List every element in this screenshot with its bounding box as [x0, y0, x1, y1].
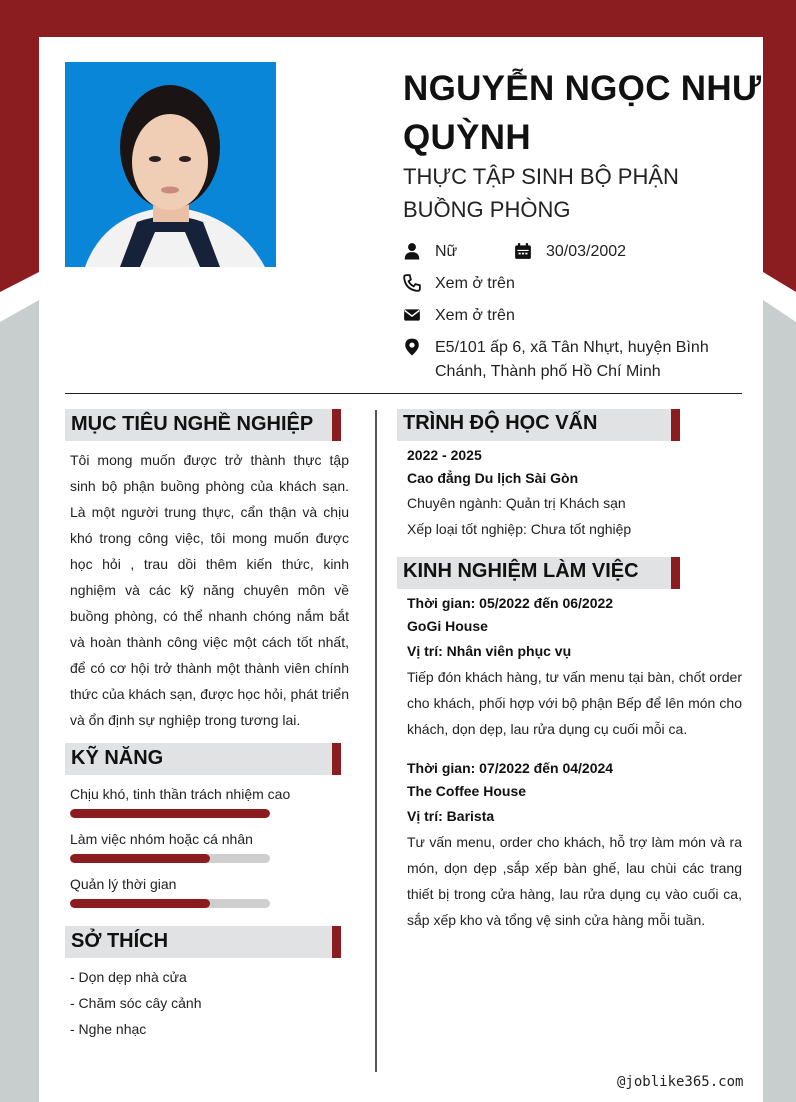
experience-heading-text: KINH NGHIỆM LÀM VIỆC: [403, 560, 639, 582]
job-time: Thời gian: 07/2022 đến 04/2024: [407, 760, 614, 776]
job-position: Vị trí: Barista: [407, 808, 495, 824]
job-description: Tiếp đón khách hàng, tư vấn menu tại bàn, chốt order cho khách, phối hợp với bộ phận Bếp để lên món cho khách, dọn dẹp, lau rửa dụng cụ cuối mỗi ca.: [407, 669, 742, 737]
skills-heading: [65, 743, 341, 775]
experience-heading: [397, 557, 680, 589]
job-company: GoGi House: [407, 618, 488, 634]
calendar-icon: [514, 242, 532, 260]
phone-value: Xem ở trên: [435, 275, 515, 292]
watermark: @joblike365.com: [617, 1074, 744, 1090]
email-row: [403, 304, 703, 328]
job-time: Thời gian: 05/2022 đến 06/2022: [407, 595, 614, 611]
job-title: THỰC TẬP SINH BỘ PHẬN BUỒNG PHÒNG: [403, 164, 679, 222]
address-value: E5/101 ấp 6, xã Tân Nhựt, huyện Bình Chánh, Thành phố Hồ Chí Minh: [435, 339, 709, 380]
skill-bar-fill: [70, 854, 210, 863]
objective-heading-text: MỤC TIÊU NGHỀ NGHIỆP: [71, 413, 314, 435]
birthday-value: 30/03/2002: [546, 243, 627, 260]
job-position: Vị trí: Nhân viên phục vụ: [407, 643, 572, 659]
email-value: Xem ở trên: [435, 307, 515, 324]
profile-photo: [65, 62, 276, 267]
column-divider: [375, 410, 377, 1072]
education-heading: [397, 409, 680, 441]
envelope-icon: [403, 306, 421, 324]
birthday-row: [514, 240, 714, 264]
gender-row: [403, 240, 513, 264]
hobbies-heading: [65, 926, 341, 958]
hobbies-heading-text: SỞ THÍCH: [71, 930, 169, 952]
hobby-item: - Nghe nhạc: [70, 1021, 147, 1037]
hobby-item: - Dọn dẹp nhà cửa: [70, 969, 187, 985]
candidate-name: NGUYỄN NGỌC NHƯ QUỲNH: [403, 69, 762, 157]
skill-bar: [70, 854, 270, 863]
objective-text: Tôi mong muốn được trở thành thực tập sinh bộ phận buồng phòng của khách sạn. Là một người trung thực, cẩn thận và chịu khó trong công việc, tôi mong muốn được học hỏi , trau dồi thêm kiến thức, kinh nghiệm và các kỹ năng chuyên môn về buồng phòng, có thể nhanh chóng nắm bắt và hoàn thành công việc một cách tốt nhất, để có cơ hội trở thành một thành viên chính thức của khách sạn, được học hỏi, phát triển và ổn định sự nghiệp trong tương lai.: [70, 452, 349, 728]
address-row: [403, 336, 723, 386]
skill-bar: [70, 809, 270, 818]
skill-bar: [70, 899, 270, 908]
education-school: Cao đẳng Du lịch Sài Gòn: [407, 470, 579, 486]
skills-heading-text: KỸ NĂNG: [71, 747, 164, 769]
education-heading-text: TRÌNH ĐỘ HỌC VẤN: [403, 412, 598, 434]
skill-label: Làm việc nhóm hoặc cá nhân: [70, 831, 253, 847]
skill-label: Quản lý thời gian: [70, 876, 177, 892]
skill-bar-fill: [70, 899, 210, 908]
phone-row: [403, 272, 703, 296]
gender-value: Nữ: [435, 243, 458, 260]
phone-icon: [403, 274, 421, 292]
education-grade: Xếp loại tốt nghiệp: Chưa tốt nghiệp: [407, 521, 632, 537]
hobby-item: - Chăm sóc cây cảnh: [70, 995, 202, 1011]
education-period: 2022 - 2025: [407, 447, 482, 463]
user-icon: [403, 242, 421, 260]
skill-label: Chịu khó, tinh thần trách nhiệm cao: [70, 786, 291, 802]
location-pin-icon: [403, 338, 421, 356]
skill-bar-fill: [70, 809, 270, 818]
job-company: The Coffee House: [407, 783, 527, 799]
job-description: Tư vấn menu, order cho khách, hỗ trợ làm món và ra món, dọn dẹp ,sắp xếp bàn ghế, lau chùi các trang thiết bị trong cửa hàng, lau rửa dụng cụ vào cuối ca, sắp xếp kho và tổng vệ sinh cửa hàng mỗi tuần.: [407, 834, 742, 928]
education-major: Chuyên ngành: Quản trị Khách sạn: [407, 495, 626, 511]
objective-heading: [65, 409, 341, 441]
header-divider: [65, 393, 742, 394]
